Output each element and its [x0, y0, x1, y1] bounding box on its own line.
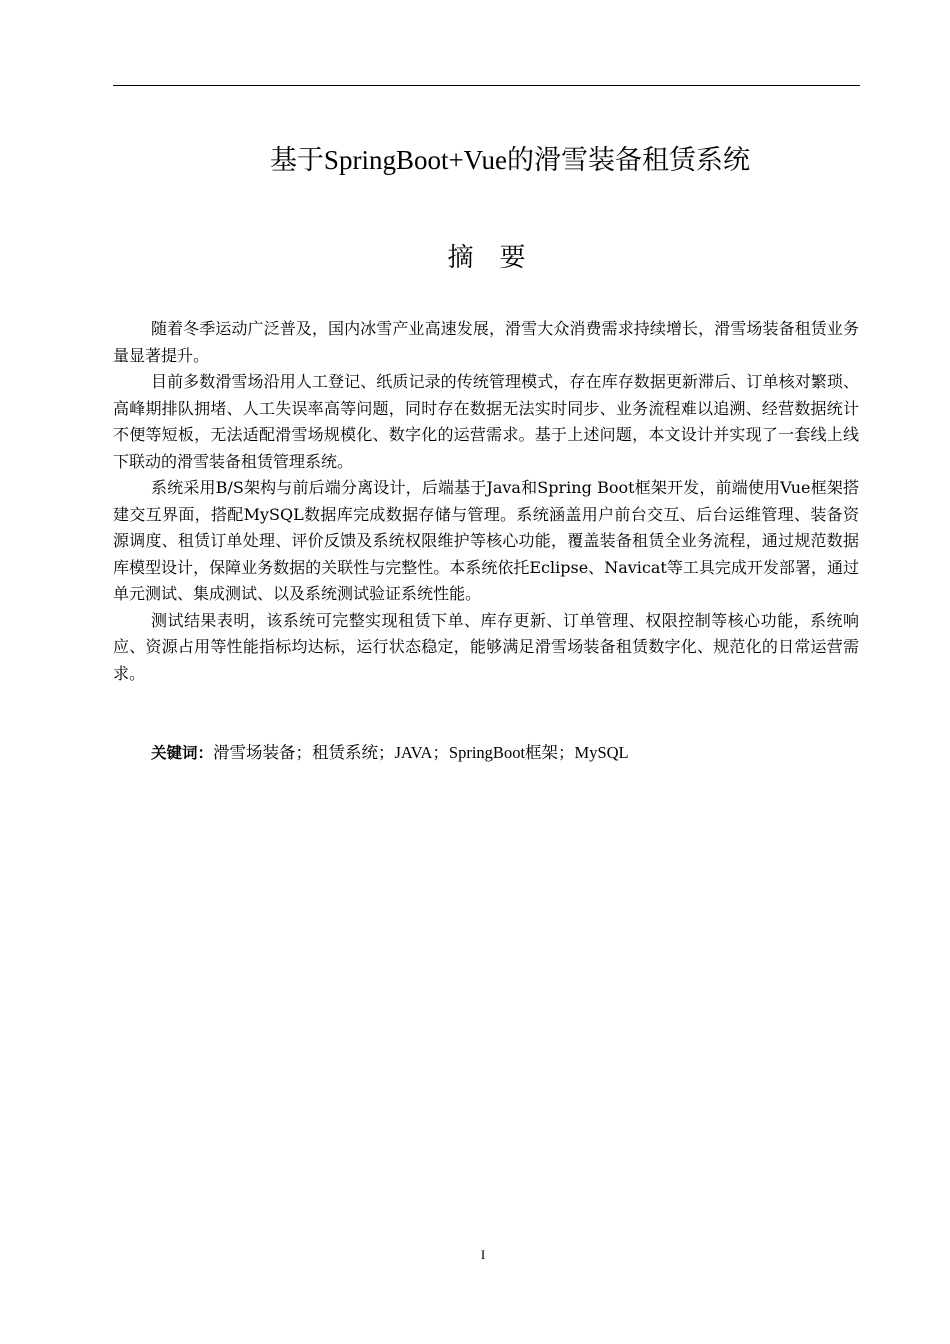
- document-title: 基于SpringBoot+Vue的滑雪装备租赁系统: [269, 145, 751, 175]
- abstract-paragraph: 系统采用B/S架构与前后端分离设计，后端基于Java和Spring Boot框架开发，前端使用Vue框架搭建交互界面，搭配MySQL数据库完成数据存储与管理。系统涵盖用户前台交互、后台运维管理、装备资源调度、租赁订单处理、评价反馈及系统权限维护等核心功能，覆盖装备租赁全业务流程，通过规范数据库模型设计，保障业务数据的关联性与完整性。本系统依托Eclipse、Navicat等工具完成开发部署，通过单元测试、集成测试、以及系统测试验证系统性能。: [113, 478, 859, 603]
- page-number: I: [480, 1247, 486, 1262]
- abstract-heading: 摘要: [447, 243, 552, 273]
- header-rule: [113, 85, 860, 86]
- keywords-text: 滑雪场装备；租赁系统；JAVA；SpringBoot框架；MySQL: [213, 743, 629, 762]
- abstract-body: [113, 316, 859, 687]
- abstract-paragraph: 目前多数滑雪场沿用人工登记、纸质记录的传统管理模式，存在库存数据更新滞后、订单核对繁琐、高峰期排队拥堵、人工失误率高等问题，同时存在数据无法实时同步、业务流程难以追溯、经营数据统计不便等短板，无法适配滑雪场规模化、数字化的运营需求。基于上述问题，本文设计并实现了一套线上线下联动的滑雪装备租赁管理系统。: [113, 372, 859, 471]
- keywords-label: 关键词：: [151, 744, 214, 762]
- abstract-paragraph: 随着冬季运动广泛普及，国内冰雪产业高速发展，滑雪大众消费需求持续增长，滑雪场装备租赁业务量显著提升。: [113, 319, 859, 365]
- keywords-line: [151, 740, 861, 766]
- abstract-paragraph: 测试结果表明，该系统可完整实现租赁下单、库存更新、订单管理、权限控制等核心功能，系统响应、资源占用等性能指标均达标，运行状态稳定，能够满足滑雪场装备租赁数字化、规范化的日常运营需求。: [113, 610, 859, 683]
